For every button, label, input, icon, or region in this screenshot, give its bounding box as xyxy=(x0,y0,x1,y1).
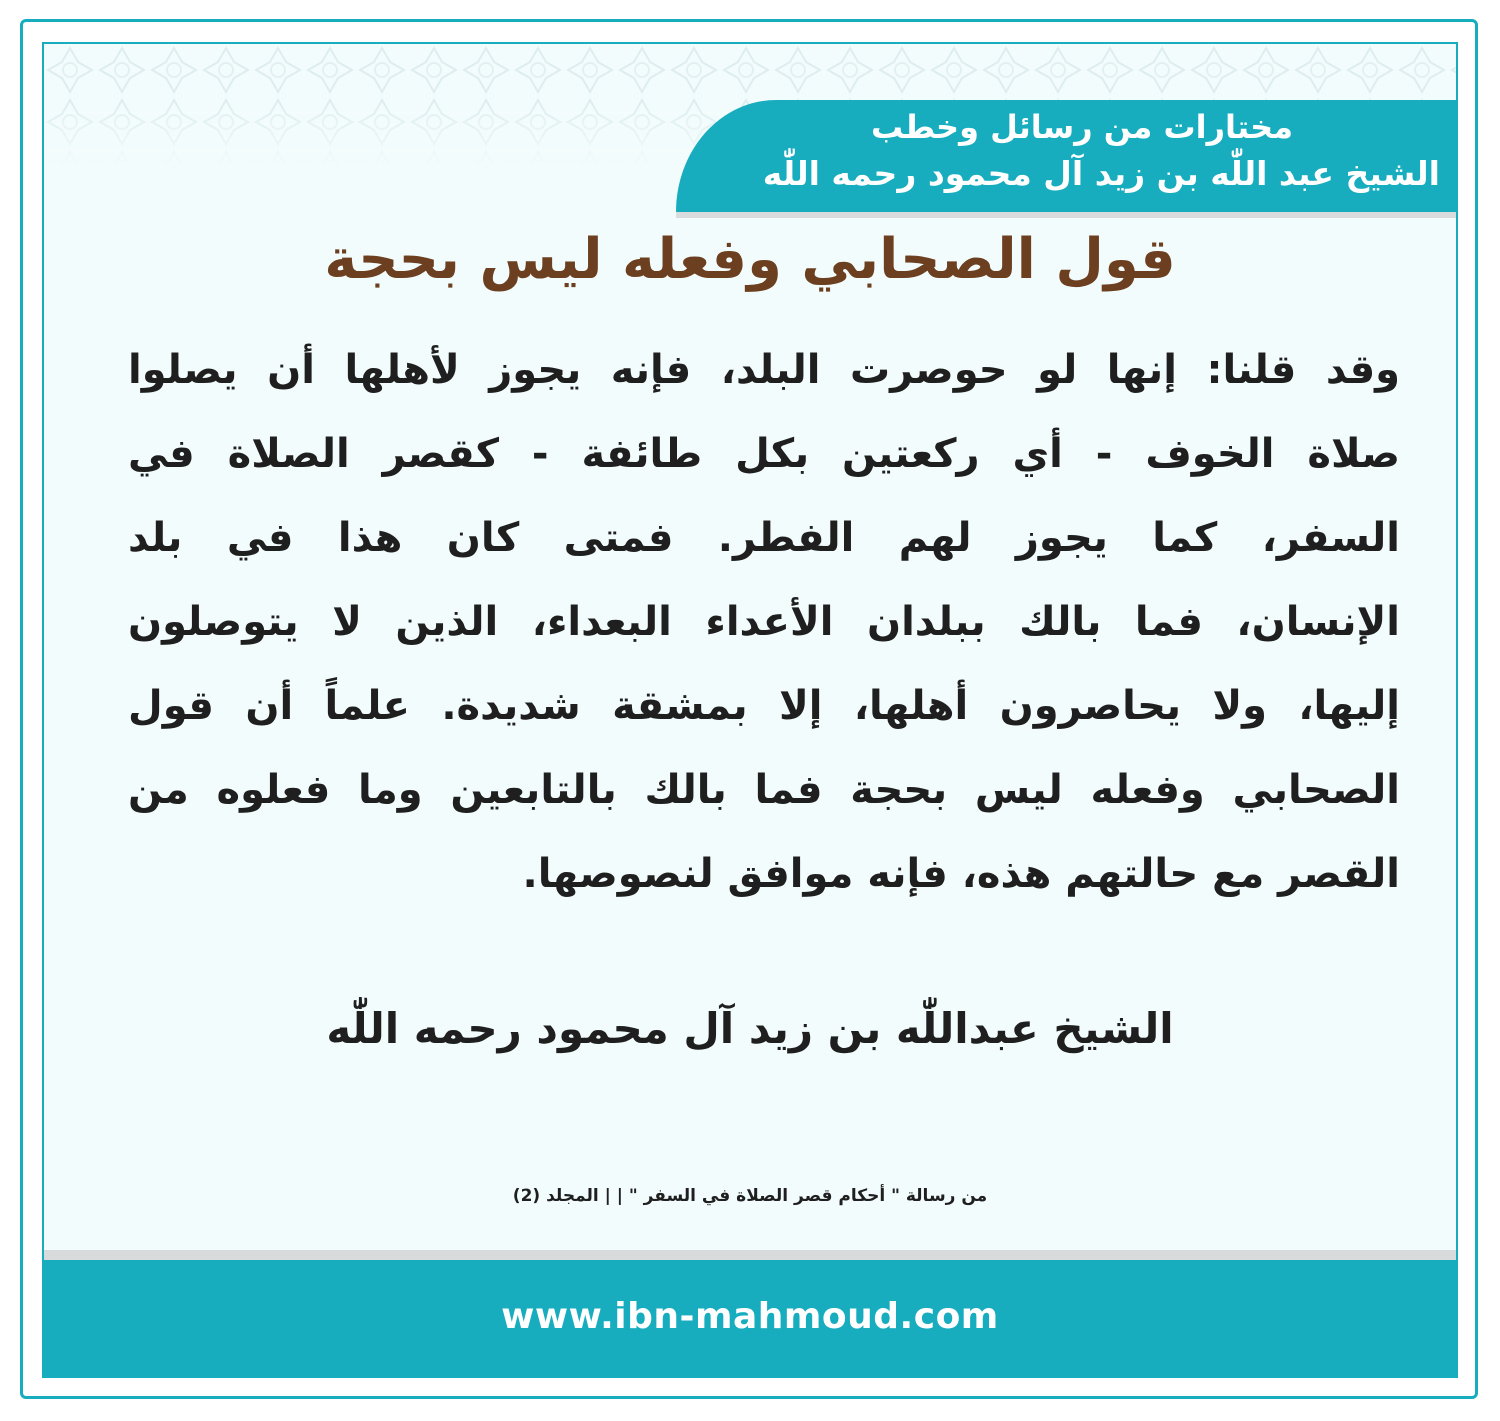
quote-line: إليها، ولا يحاصرون أهلها، إلا بمشقة شديدة. علماً أن قول xyxy=(128,683,1400,729)
header-banner xyxy=(676,100,1458,212)
website-url: www.ibn-mahmoud.com xyxy=(501,1296,999,1337)
quote-line: السفر، كما يجوز لهم الفطر. فمتى كان هذا في بلد xyxy=(128,515,1400,561)
header-series-title: مختارات من رسائل وخطب xyxy=(870,108,1293,146)
quote-line: وقد قلنا: إنها لو حوصرت البلد، فإنه يجوز لأهلها أن يصلوا xyxy=(128,347,1400,393)
author-signature: الشيخ عبداللّٰه بن زيد آل محمود رحمه اللّٰه xyxy=(326,1004,1174,1053)
quote-line: القصر مع حالتهم هذه، فإنه موافق لنصوصها. xyxy=(522,851,1400,897)
header-author-name: الشيخ عبد اللّٰه بن زيد آل محمود رحمه اللّٰه xyxy=(762,154,1440,193)
footer-divider xyxy=(44,1250,1456,1260)
quote-line: صلاة الخوف - أي ركعتين بكل طائفة - كقصر الصلاة في xyxy=(128,431,1400,477)
page-title: قول الصحابي وفعله ليس بحجة xyxy=(324,227,1176,292)
source-reference: من رسالة " أحكام قصر الصلاة في السفر " | | المجلد (2) xyxy=(512,1186,988,1206)
quote-line: الإنسان، فما بالك ببلدان الأعداء البعداء، الذين لا يتوصلون xyxy=(128,599,1400,645)
quote-line: الصحابي وفعله ليس بحجة فما بالك بالتابعين وما فعلوه من xyxy=(128,767,1400,813)
quote-body xyxy=(128,328,1400,916)
card xyxy=(42,42,1458,1378)
footer-bar xyxy=(44,1260,1456,1378)
